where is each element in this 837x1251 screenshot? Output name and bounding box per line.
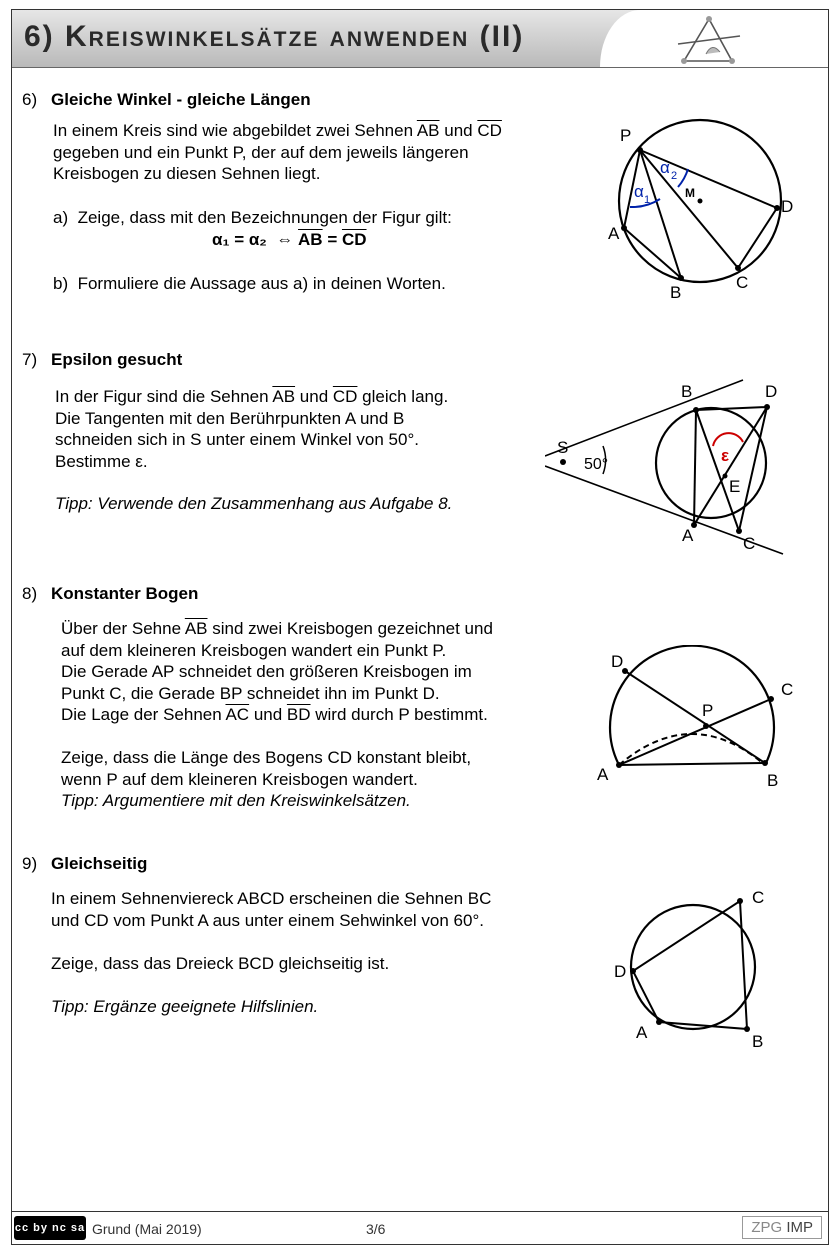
brand-imp: IMP <box>786 1219 813 1236</box>
text-fragment: wird durch P bestimmt. <box>310 705 488 724</box>
task-8-text <box>61 618 493 812</box>
text-line: Zeige, dass das Dreieck BCD gleichseitig ist. <box>51 953 390 973</box>
task-number: 8) <box>22 584 38 603</box>
text-line: gegeben und ein Punkt P, der auf dem jeweils längeren <box>53 142 469 162</box>
task-7-tip: Tipp: Verwende den Zusammenhang aus Aufgabe 8. <box>55 494 453 513</box>
task-title: Gleichseitig <box>51 854 148 873</box>
task-title: Epsilon gesucht <box>51 350 183 369</box>
text-fragment: Die Lage der Sehnen <box>61 705 226 724</box>
text-line: wenn P auf dem kleineren Kreisbogen wandert. <box>61 769 418 789</box>
label-E: E <box>729 477 741 496</box>
text-line: Bestimme ε. <box>55 451 148 471</box>
formula-part: α₁ = α₂ ⇔ <box>212 230 299 249</box>
formula-part: = <box>322 230 342 249</box>
label-P: P <box>702 701 714 720</box>
subtask-text: Formuliere die Aussage aus a) in deinen Worten. <box>77 274 446 293</box>
segment-cd: $\overline{CD}$ <box>341 230 367 249</box>
task-6-text <box>53 120 502 185</box>
label-C: C <box>736 273 749 292</box>
task-6a <box>53 207 452 229</box>
text-line: Die Gerade AP schneidet den größeren Kreisbogen im <box>61 662 472 681</box>
task-6-formula <box>212 229 367 251</box>
subtask-text: Zeige, dass mit den Bezeichnungen der Figur gilt: <box>77 208 452 227</box>
task-9-tip: Tipp: Ergänze geeignete Hilfslinien. <box>51 996 319 1016</box>
label-alpha2: α <box>660 158 670 177</box>
segment-cd: $\overline{CD}$ <box>477 121 502 140</box>
label-alpha2-sub: 2 <box>671 170 678 182</box>
figure-task-8 <box>590 645 805 795</box>
text-line: Punkt C, die Gerade BP schneidet ihn im Punkt D. <box>61 683 440 703</box>
label-S: S <box>557 438 569 457</box>
text-line: Die Tangenten mit den Berührpunkten A und B <box>55 408 405 428</box>
subtask-label: a) <box>53 208 69 227</box>
segment-cd: $\overline{CD}$ <box>332 387 358 406</box>
text-fragment: In einem Kreis sind wie abgebildet zwei Sehnen <box>53 121 417 140</box>
text-line: schneiden sich in S unter einem Winkel von 50°. <box>55 430 419 449</box>
text-fragment: und <box>249 705 287 724</box>
label-A: A <box>608 224 620 243</box>
text-fragment: In der Figur sind die Sehnen <box>55 387 273 406</box>
text-fragment: und <box>439 121 478 140</box>
label-B: B <box>752 1032 764 1050</box>
label-B: B <box>681 382 693 401</box>
task-title: Gleiche Winkel - gleiche Längen <box>51 90 311 109</box>
segment-ac: $\overline{AC}$ <box>225 705 250 724</box>
label-B: B <box>767 771 779 790</box>
text-line: auf dem kleineren Kreisbogen wandert ein Punkt P. <box>61 640 447 660</box>
label-A: A <box>597 765 609 784</box>
label-angle-50: 50° <box>584 456 609 473</box>
task-number: 6) <box>22 90 38 109</box>
label-D: D <box>614 962 627 981</box>
task-7-text <box>55 386 448 472</box>
segment-ab: $\overline{AB}$ <box>416 121 440 140</box>
label-D: D <box>611 652 624 671</box>
task-8-tip: Tipp: Argumentiere mit den Kreiswinkelsätzen. <box>61 791 411 810</box>
task-6b <box>53 273 446 295</box>
page-header <box>12 10 828 68</box>
page-footer <box>12 1211 828 1245</box>
label-alpha1: α <box>634 182 644 201</box>
label-B: B <box>670 283 682 302</box>
text-fragment: und <box>295 387 333 406</box>
label-A: A <box>636 1023 648 1042</box>
label-epsilon: ε <box>721 446 730 465</box>
segment-ab: $\overline{AB}$ <box>272 387 296 406</box>
segment-bd: $\overline{BD}$ <box>286 705 311 724</box>
label-A: A <box>682 526 694 545</box>
text-fragment: Über der Sehne <box>61 619 185 638</box>
triangle-logo-icon <box>676 14 742 66</box>
label-C: C <box>743 534 756 553</box>
text-fragment: sind zwei Kreisbogen gezeichnet und <box>207 619 493 638</box>
task-number: 7) <box>22 350 38 369</box>
subtask-label: b) <box>53 274 69 293</box>
label-C: C <box>752 888 765 907</box>
figure-task-9 <box>605 885 790 1050</box>
label-P: P <box>620 126 632 145</box>
task-number: 9) <box>22 854 38 873</box>
zpg-imp-logo <box>742 1216 822 1239</box>
segment-ab: $\overline{AB}$ <box>298 230 323 249</box>
text-line: und CD vom Punkt A aus unter einem Sehwinkel von 60°. <box>51 910 484 930</box>
brand-zpg: ZPG <box>751 1219 783 1236</box>
page-title: 6) Kreiswinkelsätze anwenden (II) <box>24 20 525 53</box>
figure-task-7 <box>545 378 795 556</box>
task-title: Konstanter Bogen <box>51 584 199 603</box>
label-M: M <box>685 186 695 200</box>
footer-author-date: Grund (Mai 2019) <box>92 1221 202 1237</box>
label-D: D <box>765 382 778 401</box>
text-fragment: gleich lang. <box>357 387 449 406</box>
figure-task-6 <box>600 115 815 305</box>
segment-ab: $\overline{AB}$ <box>184 619 208 638</box>
text-line: Zeige, dass die Länge des Bogens CD konstant bleibt, <box>61 748 472 767</box>
label-alpha1-sub: 1 <box>644 194 651 206</box>
text-line: In einem Sehnenviereck ABCD erscheinen die Sehnen BC <box>51 889 492 908</box>
text-line: Kreisbogen zu diesen Sehnen liegt. <box>53 164 321 183</box>
label-D: D <box>781 197 794 216</box>
task-9-text <box>51 888 491 1017</box>
creative-commons-license-icon[interactable]: cc by nc sa <box>14 1216 86 1240</box>
label-C: C <box>781 680 794 699</box>
footer-page-number: 3/6 <box>366 1221 386 1237</box>
